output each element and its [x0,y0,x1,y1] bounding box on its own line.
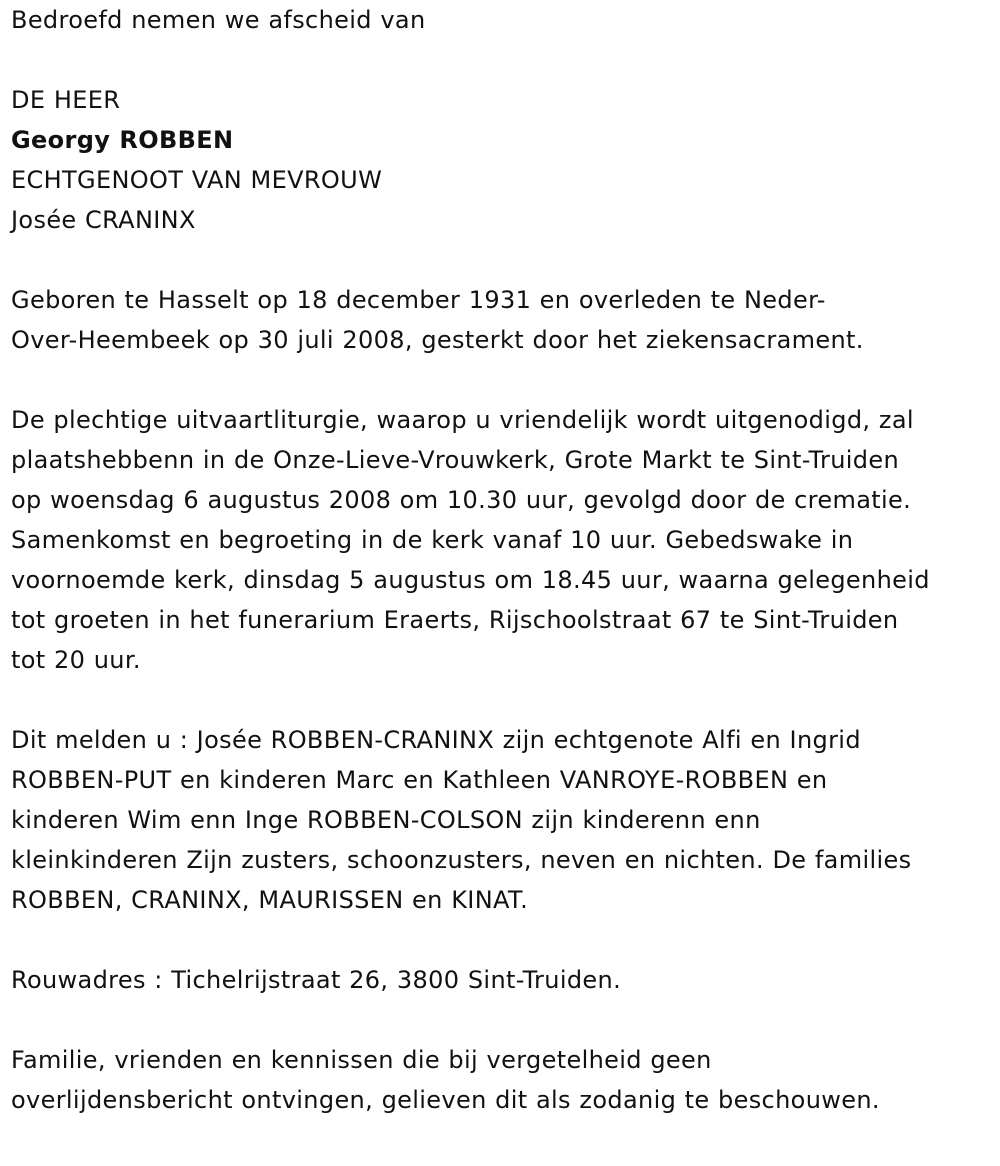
paragraph-line: Dit melden u : Josée ROBBEN-CRANINX zijn echtgenote Alfi en Ingrid [11,726,861,754]
paragraph-line: tot 20 uur. [11,646,141,674]
paragraph-line: ROBBEN-PUT en kinderen Marc en Kathleen VANROYE-ROBBEN en [11,766,828,794]
spacer [11,680,993,720]
paragraph-line: kleinkinderen Zijn zusters, schoonzusters, neven en nichten. De families [11,846,912,874]
closing-paragraph [11,1040,993,1120]
spacer [11,360,993,400]
deceased-title: DE HEER [11,86,121,114]
paragraph-line: Familie, vrienden en kennissen die bij vergetelheid geen [11,1046,712,1074]
paragraph-line: tot groeten in het funerarium Eraerts, Rijschoolstraat 67 te Sint-Truiden [11,606,899,634]
spacer [11,40,993,80]
spouse-name: Josée CRANINX [11,206,196,234]
paragraph-line: Geboren te Hasselt op 18 december 1931 en overleden te Neder- [11,286,826,314]
mourning-address: Rouwadres : Tichelrijstraat 26, 3800 Sint-Truiden. [11,966,622,994]
ceremony-paragraph [11,400,993,680]
paragraph-line: Over-Heembeek op 30 juli 2008, gesterkt door het ziekensacrament. [11,326,864,354]
paragraph-line: voornoemde kerk, dinsdag 5 augustus om 18.45 uur, waarna gelegenheid [11,566,930,594]
paragraph-line: plaatshebbenn in de Onze-Lieve-Vrouwkerk, Grote Markt te Sint-Truiden [11,446,900,474]
intro-text: Bedroefd nemen we afscheid van [11,6,426,34]
spacer [11,240,993,280]
birth-death-paragraph [11,280,993,360]
spouse-label: ECHTGENOOT VAN MEVROUW [11,166,383,194]
obituary-notice [11,0,993,1120]
paragraph-line: Samenkomst en begroeting in de kerk vanaf 10 uur. Gebedswake in [11,526,854,554]
paragraph-line: De plechtige uitvaartliturgie, waarop u vriendelijk wordt uitgenodigd, zal [11,406,914,434]
spacer [11,920,993,960]
spacer [11,1000,993,1040]
paragraph-line: overlijdensbericht ontvingen, gelieven dit als zodanig te beschouwen. [11,1086,880,1114]
paragraph-line: kinderen Wim enn Inge ROBBEN-COLSON zijn kinderenn enn [11,806,761,834]
family-paragraph [11,720,993,920]
paragraph-line: ROBBEN, CRANINX, MAURISSEN en KINAT. [11,886,529,914]
deceased-name: Georgy ROBBEN [11,126,234,154]
paragraph-line: op woensdag 6 augustus 2008 om 10.30 uur, gevolgd door de crematie. [11,486,912,514]
